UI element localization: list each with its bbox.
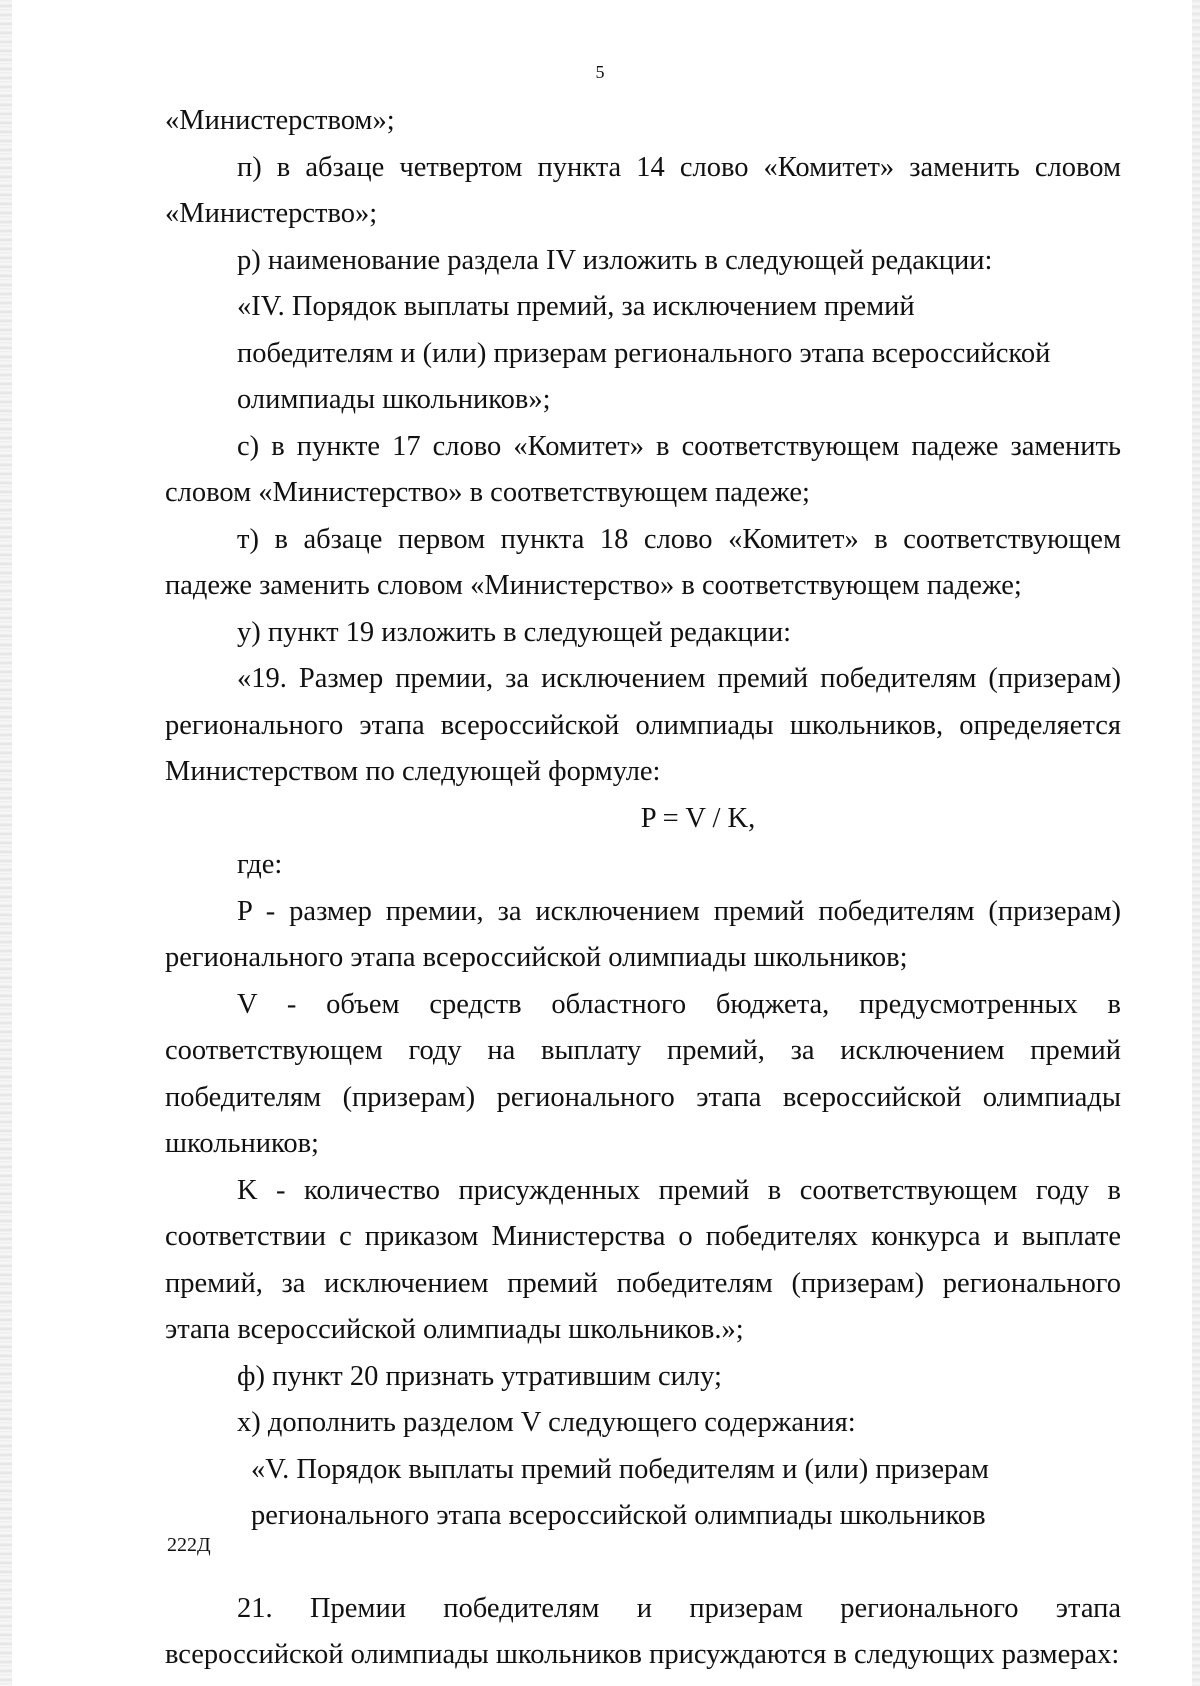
paragraph-item-r: р) наименование раздела IV изложить в следующей редакции: [237, 244, 993, 276]
scan-edge-left [0, 0, 12, 1686]
section-iv-heading-line-2: победителям и (или) призерам регионального этапа всероссийской [237, 337, 1051, 369]
section-iv-heading-line-1: «IV. Порядок выплаты премий, за исключением премий [237, 291, 915, 322]
section-v-heading-line-2: регионального этапа всероссийской олимпиады школьников [251, 1500, 986, 1531]
section-v-heading-line-1: «V. Порядок выплаты премий победителям и (или) призерам [251, 1453, 989, 1485]
paragraph-point-21: 21. Премии победителям и призерам регионального этапа всероссийской олимпиады школьников присуждаются в следующих размерах: [165, 1592, 1121, 1670]
scan-edge-right [1192, 0, 1200, 1686]
blank-line [165, 1540, 1121, 1586]
definition-k: K - количество присужденных премий в соответствующем году в соответствии с приказом Министерства о победителях конкурса и выплате премий, за исключением премий победителям (призерам) регионального этапа всероссийской олимпиады школьников.»; [165, 1174, 1121, 1345]
paragraph-item-t: т) в абзаце первом пункта 18 слово «Комитет» в соответствующем падеже заменить словом «Министерство» в соответствующем падеже; [165, 523, 1121, 601]
definition-p: P - размер премии, за исключением премий победителям (призерам) регионального этапа всероссийской олимпиады школьников; [165, 895, 1121, 973]
paragraph-where: где: [237, 849, 283, 880]
document-body [165, 98, 1121, 1679]
paragraph-item-f: ф) пункт 20 признать утратившим силу; [237, 1360, 722, 1392]
paragraph-item-kh: х) дополнить разделом V следующего содержания: [237, 1407, 856, 1438]
paragraph-continuation: «Министерством»; [165, 105, 395, 136]
formula: P = V / K, [640, 802, 756, 834]
paragraph-point-19: «19. Размер премии, за исключением премий победителям (призерам) регионального этапа всероссийской олимпиады школьников, определяется Министерством по следующей формуле: [165, 663, 1121, 787]
paragraph-item-p: п) в абзаце четвертом пункта 14 слово «Комитет» заменить словом «Министерство»; [165, 151, 1121, 229]
paragraph-item-u: у) пункт 19 изложить в следующей редакции: [237, 616, 792, 648]
page-number: 5 [595, 62, 605, 82]
document-code: 222Д [167, 1534, 211, 1556]
definition-v: V - объем средств областного бюджета, предусмотренных в соответствующем году на выплату премий, за исключением премий победителям (призерам) регионального этапа всероссийской олимпиады школьников; [165, 988, 1121, 1159]
paragraph-item-s: с) в пункте 17 слово «Комитет» в соответствующем падеже заменить словом «Министерство» в соответствующем падеже; [165, 430, 1121, 508]
section-iv-heading-line-3: олимпиады школьников»; [237, 384, 551, 415]
